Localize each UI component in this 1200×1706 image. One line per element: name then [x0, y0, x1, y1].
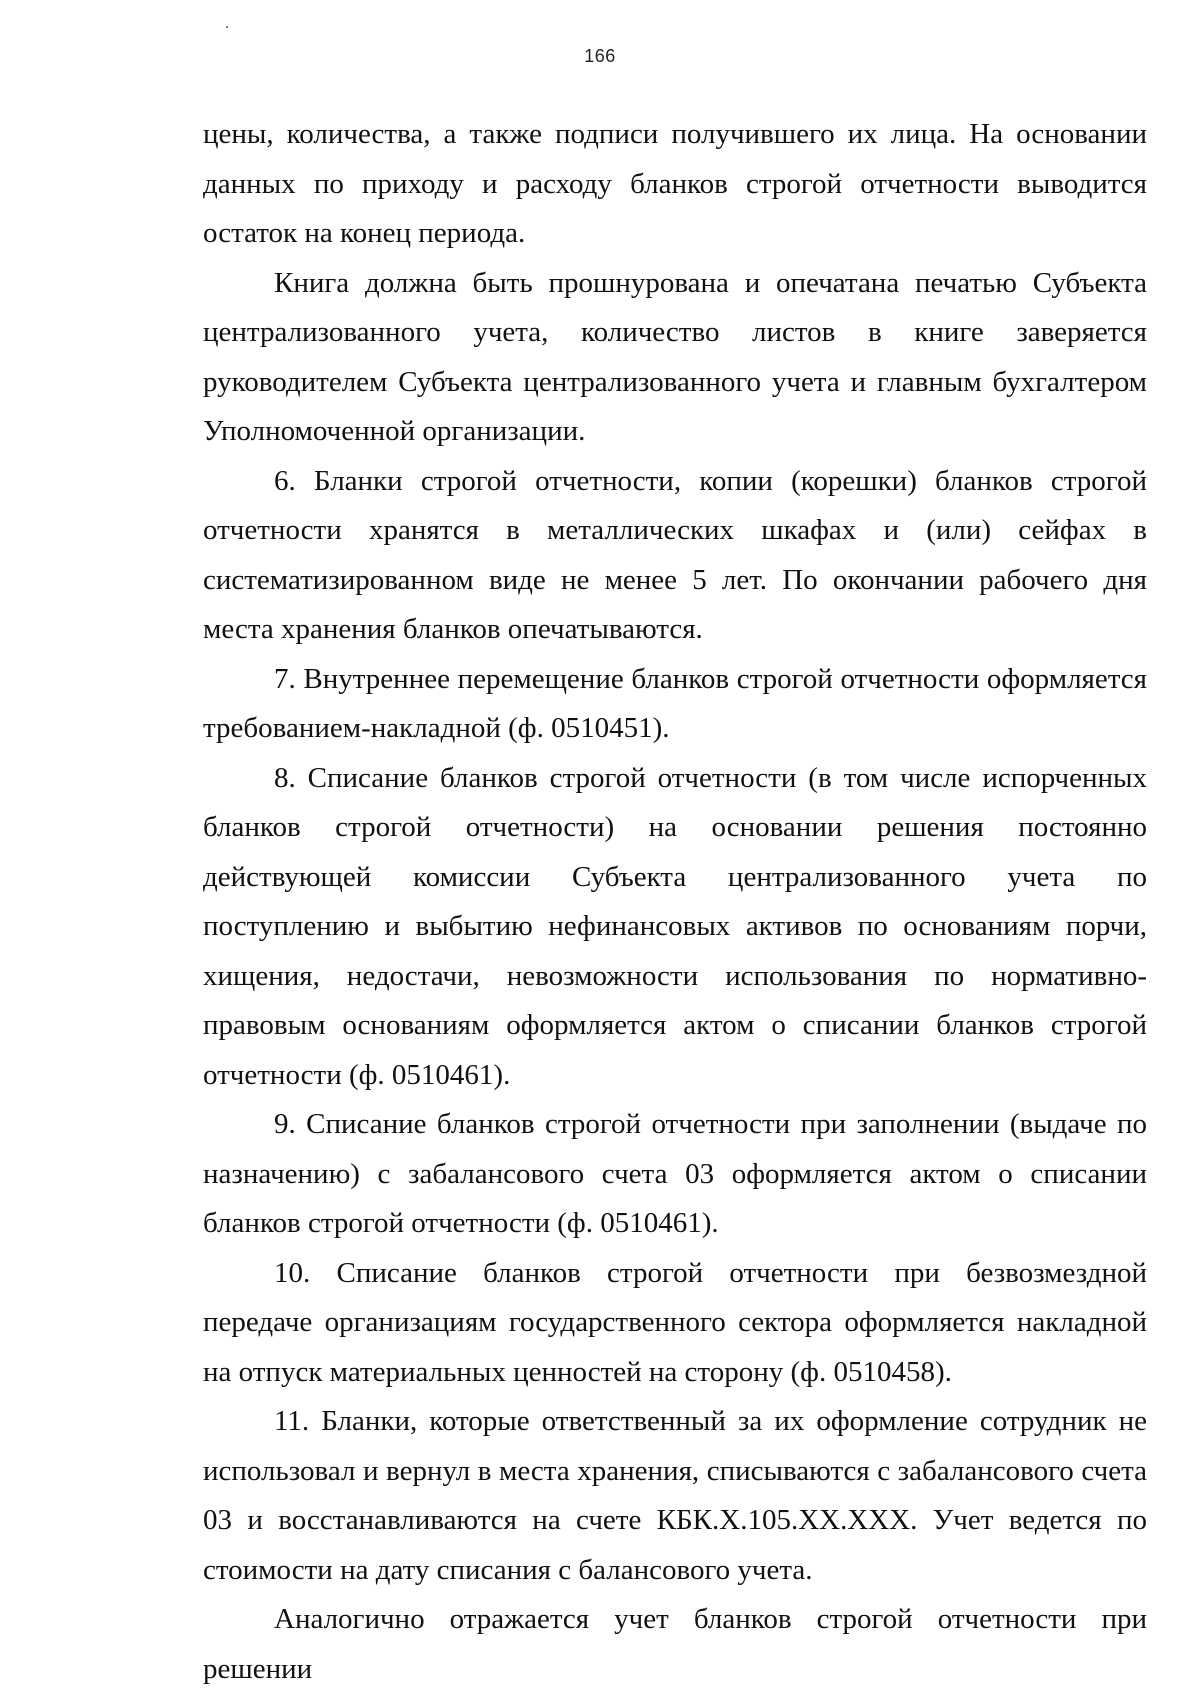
paragraph-book-binding: Книга должна быть прошнурована и опечатана печатью Субъекта централизованного учета, количество листов в книге заверяется руководителем Субъекта централизованного учета и главным бухгалтером Уполномоченной организации.	[203, 266, 1147, 447]
paragraph-item-10: 10. Списание бланков строгой отчетности при безвозмездной передаче организациям государственного сектора оформляется накладной на отпуск материальных ценностей на сторону (ф. 0510458).	[203, 1256, 1147, 1388]
paragraph-item-7: 7. Внутреннее перемещение бланков строгой отчетности оформляется требованием-накладной (ф. 0510451).	[203, 662, 1147, 744]
paragraph-item-6: 6. Бланки строгой отчетности, копии (корешки) бланков строгой отчетности хранятся в металлических шкафах и (или) сейфах в систематизированном виде не менее 5 лет. По окончании рабочего дня места хранения бланков опечатываются.	[203, 464, 1147, 645]
paragraph-item-9: 9. Списание бланков строгой отчетности при заполнении (выдаче по назначению) с забалансового счета 03 оформляется актом о списании бланков строгой отчетности (ф. 0510461).	[203, 1108, 1147, 1239]
paragraph-item-8: 8. Списание бланков строгой отчетности (в том числе испорченных бланков строгой отчетности) на основании решения постоянно действующей комиссии Субъекта централизованного учета по поступлению и выбытию нефинансовых активов по основаниям порчи, хищения, недостачи, невозможности использования по нормативно-правовым основаниям оформляется актом о списании бланков строгой отчетности (ф. 0510461).	[203, 761, 1147, 1091]
page-number: 166	[584, 46, 616, 66]
paragraph-continuation: цены, количества, а также подписи получившего их лица. На основании данных по приходу и расходу бланков строгой отчетности выводится остаток на конец периода.	[203, 118, 1147, 249]
paragraph-analogous: Аналогично отражается учет бланков строгой отчетности при решении	[203, 1603, 1147, 1685]
scan-speck	[226, 26, 228, 28]
paragraph-item-11: 11. Бланки, которые ответственный за их оформление сотрудник не использовал и вернул в места хранения, списываются с забалансового счета 03 и восстанавливаются на счете КБК.Х.105.ХХ.ХХХ. Учет ведется по стоимости на дату списания с балансового учета.	[203, 1405, 1147, 1586]
page-body	[203, 110, 1147, 1694]
